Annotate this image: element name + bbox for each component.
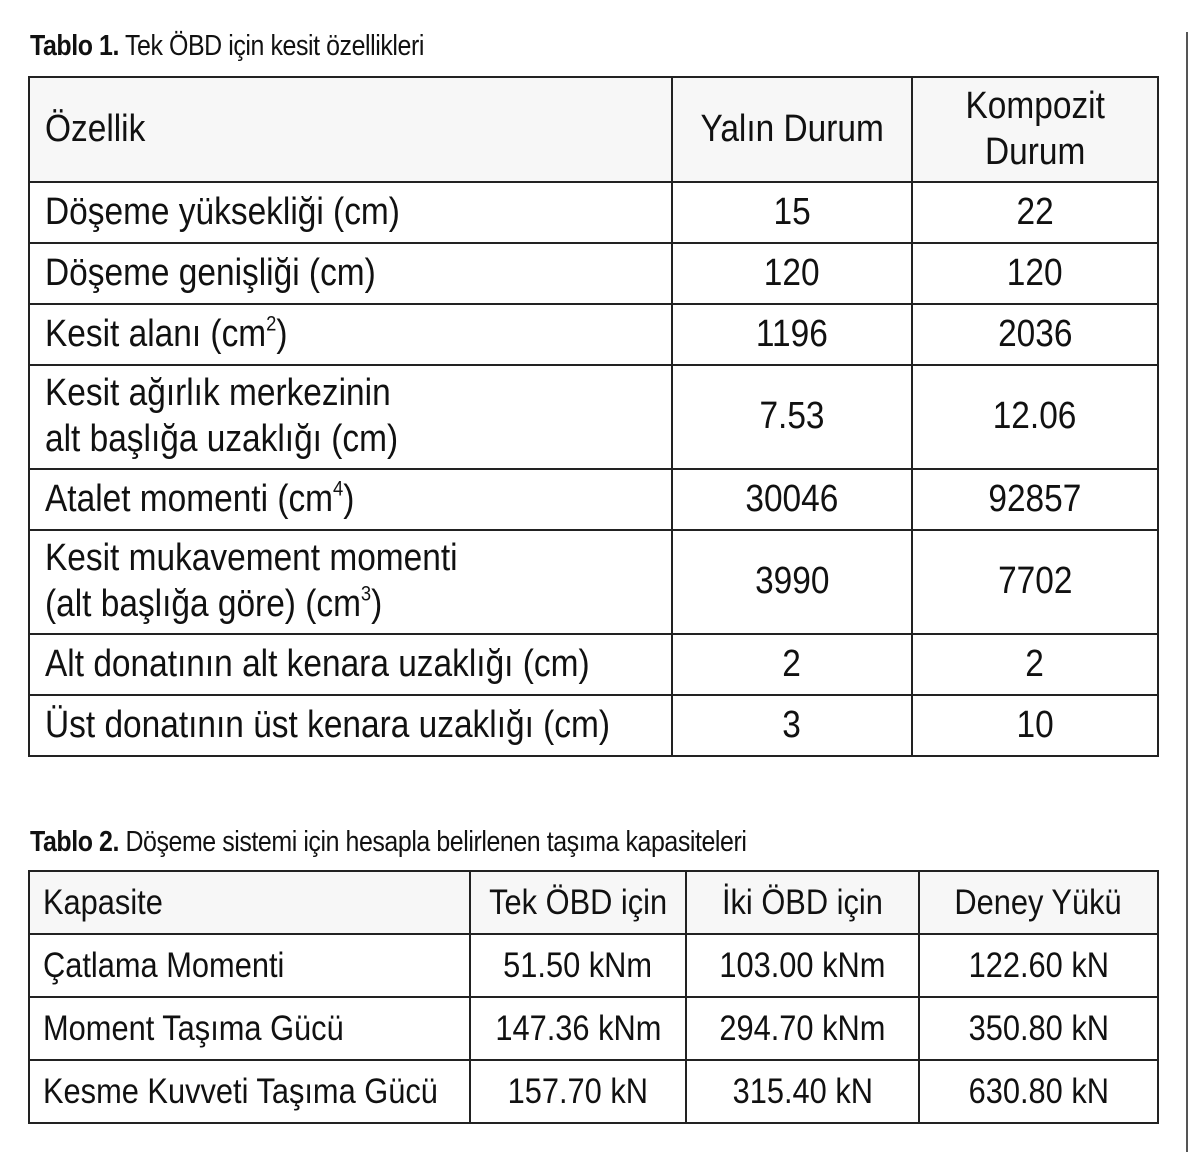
- test-value: 630.80 kN: [919, 1060, 1158, 1123]
- table1-header-row: [29, 77, 1158, 182]
- test-value: 350.80 kN: [919, 997, 1158, 1060]
- table1-header-composite: Kompozit Durum: [912, 77, 1158, 182]
- table2-caption-label: Tablo 2.: [30, 826, 119, 858]
- row-label: Atalet momenti $(cm^4)$: [29, 469, 672, 530]
- table-row: [29, 934, 1158, 997]
- row-label: Kesit mukavement momenti (alt başlığa göre) $(cm^3)$: [29, 530, 672, 634]
- table1-caption-text: Tek ÖBD için kesit özellikleri: [118, 30, 424, 62]
- test-value: 122.60 kN: [919, 934, 1158, 997]
- table2-header-capacity: Kapasite: [29, 871, 470, 934]
- table1-caption: [30, 30, 424, 63]
- composite-value: 2: [912, 634, 1158, 695]
- composite-value: 120: [912, 243, 1158, 304]
- row-label: Kesit alanı $(cm^2)$: [29, 304, 672, 365]
- composite-value: 22: [912, 182, 1158, 243]
- table1-header-plain: Yalın Durum: [672, 77, 912, 182]
- row-label: Çatlama Momenti: [29, 934, 470, 997]
- table-row: [29, 365, 1158, 469]
- table-row: [29, 469, 1158, 530]
- row-label: Üst donatının üst kenara uzaklığı (cm): [29, 695, 672, 756]
- table1-header-property: Özellik: [29, 77, 672, 182]
- row-label: Kesit ağırlık merkezinin alt başlığa uzaklığı (cm): [29, 365, 672, 469]
- table1-caption-label: Tablo 1.: [30, 30, 119, 62]
- table2-caption: [30, 826, 746, 859]
- row-label: Alt donatının alt kenara uzaklığı (cm): [29, 634, 672, 695]
- composite-value: 7702: [912, 530, 1158, 634]
- composite-value: 2036: [912, 304, 1158, 365]
- capacity-table: [28, 870, 1159, 1124]
- table2-header-double: İki ÖBD için: [686, 871, 919, 934]
- plain-value: 3: [672, 695, 912, 756]
- table-row: [29, 695, 1158, 756]
- table-row: [29, 997, 1158, 1060]
- row-label: Döşeme genişliği (cm): [29, 243, 672, 304]
- composite-value: 12.06: [912, 365, 1158, 469]
- table-row: [29, 243, 1158, 304]
- table-row: [29, 634, 1158, 695]
- double-value: 315.40 kN: [686, 1060, 919, 1123]
- plain-value: 120: [672, 243, 912, 304]
- single-value: 157.70 kN: [470, 1060, 686, 1123]
- table-row: [29, 304, 1158, 365]
- double-value: 294.70 kNm: [686, 997, 919, 1060]
- table2-caption-text: Döşeme sistemi için hesapla belirlenen taşıma kapasiteleri: [118, 826, 747, 858]
- page-edge-rule: [1186, 32, 1188, 1152]
- single-value: 147.36 kNm: [470, 997, 686, 1060]
- double-value: 103.00 kNm: [686, 934, 919, 997]
- table2-header-row: [29, 871, 1158, 934]
- table2-header-single: Tek ÖBD için: [470, 871, 686, 934]
- row-label: Moment Taşıma Gücü: [29, 997, 470, 1060]
- plain-value: 2: [672, 634, 912, 695]
- table2-header-test: Deney Yükü: [919, 871, 1158, 934]
- plain-value: 7.53: [672, 365, 912, 469]
- row-label: Kesme Kuvveti Taşıma Gücü: [29, 1060, 470, 1123]
- composite-value: 10: [912, 695, 1158, 756]
- plain-value: 1196: [672, 304, 912, 365]
- plain-value: 3990: [672, 530, 912, 634]
- row-label: Döşeme yüksekliği (cm): [29, 182, 672, 243]
- section-properties-table: [28, 76, 1159, 757]
- table-row: [29, 530, 1158, 634]
- plain-value: 30046: [672, 469, 912, 530]
- table-row: [29, 1060, 1158, 1123]
- composite-value: 92857: [912, 469, 1158, 530]
- table-row: [29, 182, 1158, 243]
- plain-value: 15: [672, 182, 912, 243]
- single-value: 51.50 kNm: [470, 934, 686, 997]
